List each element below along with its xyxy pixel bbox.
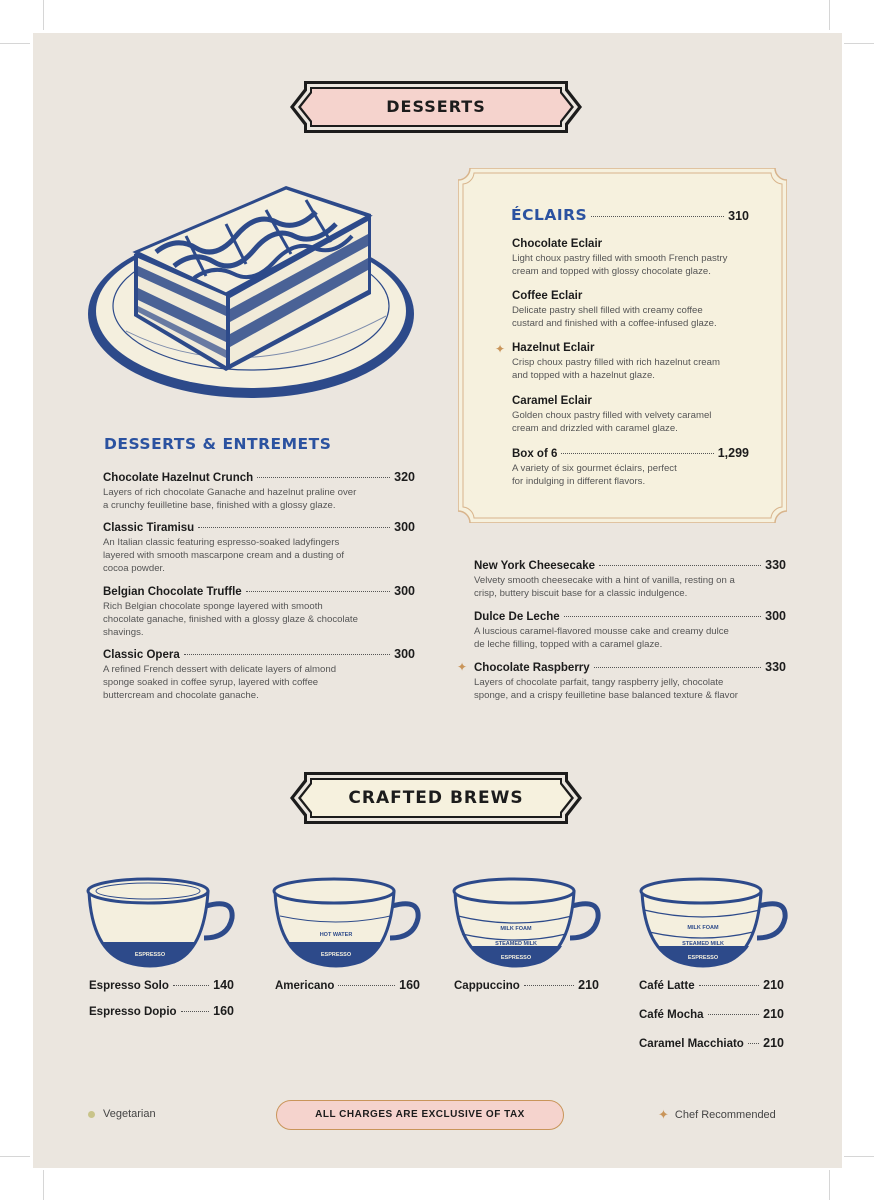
item-name: Caramel Eclair [512,395,592,407]
item-price: 160 [213,1004,234,1018]
item-description: Layers of rich chocolate Ganache and hazelnut praline over a crunchy feuilletine base, finished with a glossy glaze. [103,487,357,511]
crop-mark [0,1156,30,1157]
item-name: Dulce De Leche [474,611,560,623]
item-price: 300 [394,647,415,661]
menu-item-chocolate-eclair [512,238,757,278]
cup-label: MILK FOAM [687,925,719,931]
item-description: A refined French dessert with delicate layers of almond sponge soaked in coffee syrup, layered with coffee buttercream and chocolate ganache. [103,664,337,701]
item-description: Rich Belgian chocolate sponge layered with smooth chocolate ganache, finished with a glossy glaze & chocolate shavings. [103,601,358,638]
leader-dots [198,527,390,528]
crafted-brews-banner [290,772,582,824]
leader-dots [246,591,390,592]
crop-mark [43,1170,44,1200]
mille-feuille-cake-illustration [86,166,416,402]
leader-dots [338,985,395,986]
item-description: Light choux pastry filled with smooth French pastry cream and topped with glossy chocolate glaze. [512,253,728,277]
leader-dots [564,616,761,617]
menu-item-chocolate-raspberry [474,660,786,702]
item-name: Coffee Eclair [512,290,583,302]
crop-mark [844,1156,874,1157]
entremets-section-title: DESSERTS & ENTREMETS [104,435,332,453]
cup-label: STEAMED MILK [682,941,724,947]
crop-mark [43,0,44,30]
item-price: 300 [394,520,415,534]
item-name: Hazelnut Eclair [512,342,595,354]
item-name: Espresso Solo [89,980,169,992]
latte-cup-illustration [639,876,789,972]
leader-dots [181,1011,210,1012]
tax-note-badge: ALL CHARGES ARE EXCLUSIVE OF TAX [276,1100,564,1130]
item-price: 320 [394,470,415,484]
item-price: 160 [399,978,420,992]
brew-item-cappuccino [454,978,599,992]
dot-icon [88,1111,95,1118]
cup-label: ESPRESSO [500,955,532,961]
item-price: 210 [763,1036,784,1050]
leader-dots [599,565,761,566]
leader-dots [594,667,761,668]
leader-dots [524,985,574,986]
item-name: Cappuccino [454,980,520,992]
menu-item-box-of-6 [512,446,749,488]
cup-label: ESPRESSO [320,952,352,958]
item-name: Caramel Macchiato [639,1038,744,1050]
item-price: 210 [578,978,599,992]
leader-dots [748,1043,759,1044]
menu-item-classic-opera [103,647,415,702]
item-description: A variety of six gourmet éclairs, perfect for indulging in different flavors. [512,463,677,487]
brew-item-caramel-macchiato [639,1036,784,1050]
eclairs-price: 310 [728,209,749,223]
item-name: Americano [275,980,335,992]
leader-dots [257,477,390,478]
chef-recommended-icon: ✦ [495,342,506,356]
cup-label: HOT WATER [319,932,353,938]
cup-label: MILK FOAM [500,926,532,932]
americano-cup-illustration [272,876,422,972]
brew-item-cafe-latte [639,978,784,992]
crop-mark [844,43,874,44]
item-name: Box of 6 [512,448,558,460]
crop-mark [829,1170,830,1200]
item-name: New York Cheesecake [474,560,596,572]
cappuccino-cup-illustration [452,876,602,972]
desserts-banner [290,81,582,133]
brew-item-cafe-mocha [639,1007,784,1021]
leader-dots [561,453,713,454]
item-price: 210 [763,1007,784,1021]
eclairs-header [511,206,749,224]
crop-mark [0,43,30,44]
banner-title: CRAFTED BREWS [348,788,524,808]
menu-item-chocolate-hazelnut-crunch [103,470,415,512]
item-price: 330 [765,660,786,674]
leader-dots [699,985,760,986]
brew-item-espresso-dopio [89,1004,234,1018]
leader-dots [184,654,390,655]
item-name: Classic Opera [103,649,180,661]
menu-item-caramel-eclair [512,395,757,435]
item-price: 210 [763,978,784,992]
chef-recommended-label: Chef Recommended [674,1109,776,1121]
item-price: 300 [394,584,415,598]
menu-item-dulce-de-leche [474,609,786,651]
item-price: 300 [765,609,786,623]
vegetarian-label: Vegetarian [103,1108,156,1120]
chef-recommended-icon: ✦ [457,660,468,674]
item-description: Velvety smooth cheesecake with a hint of vanilla, resting on a crisp, buttery biscuit base for a classic indulgence. [474,575,735,599]
menu-item-belgian-chocolate-truffle [103,584,415,639]
menu-item-coffee-eclair [512,290,757,330]
item-name: Chocolate Raspberry [474,662,590,674]
item-name: Chocolate Hazelnut Crunch [103,472,254,484]
leader-dots [708,1014,760,1015]
item-name: Belgian Chocolate Truffle [103,586,242,598]
leader-dots [173,985,209,986]
item-name: Café Latte [639,980,695,992]
eclairs-section-title: ÉCLAIRS [511,206,588,224]
item-description: Golden choux pastry filled with velvety caramel cream and drizzled with caramel glaze. [512,410,712,434]
item-name: Chocolate Eclair [512,238,603,250]
chef-recommended-legend [658,1107,776,1123]
item-price: 1,299 [717,446,749,460]
cup-label: STEAMED MILK [495,941,537,947]
item-name: Café Mocha [639,1009,704,1021]
menu-item-hazelnut-eclair [512,342,757,382]
menu-item-classic-tiramisu [103,520,415,575]
item-description: Delicate pastry shell filled with creamy coffee custard and finished with a coffee-infused glaze. [512,305,717,329]
crop-mark [829,0,830,30]
cup-label: ESPRESSO [134,952,166,958]
item-description: A luscious caramel-flavored mousse cake and creamy dulce de leche filling, topped with a caramel glaze. [474,626,729,650]
brew-item-espresso-solo [89,978,234,992]
item-description: Layers of chocolate parfait, tangy raspberry jelly, chocolate sponge, and a crispy feuilletine base balanced texture & flavor [474,677,738,701]
menu-item-new-york-cheesecake [474,558,786,600]
item-description: Crisp choux pastry filled with rich hazelnut cream and topped with a hazelnut glaze. [512,357,720,381]
item-name: Classic Tiramisu [103,522,195,534]
item-name: Espresso Dopio [89,1006,177,1018]
espresso-cup-illustration [86,876,236,972]
banner-title: DESSERTS [386,97,486,116]
leader-dots [591,216,724,217]
item-price: 330 [765,558,786,572]
item-price: 140 [213,978,234,992]
vegetarian-legend [88,1108,156,1120]
cup-label: ESPRESSO [687,955,719,961]
brew-item-americano [275,978,420,992]
four-point-star-icon: ✦ [658,1107,669,1122]
item-description: An Italian classic featuring espresso-soaked ladyfingers layered with smooth mascarpone cream and a dusting of cocoa powder. [103,537,345,574]
